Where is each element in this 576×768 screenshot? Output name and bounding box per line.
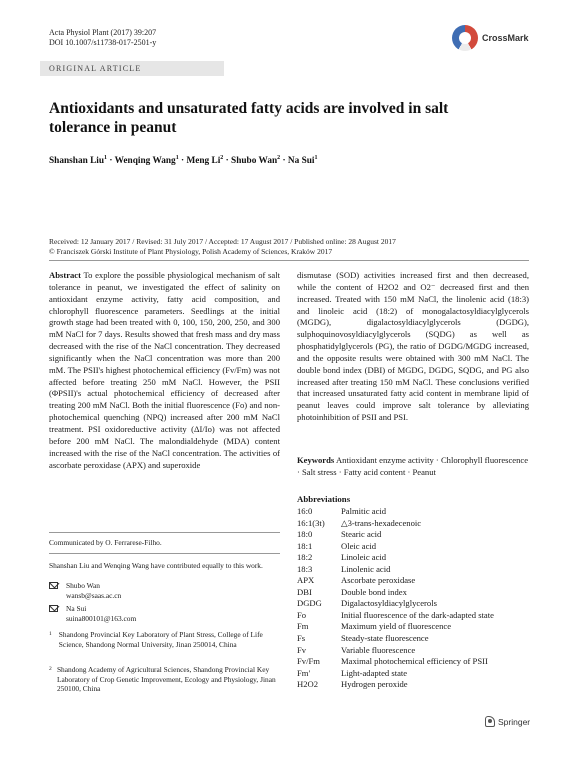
abbreviation-definition: Palmitic acid: [341, 506, 387, 516]
author-name[interactable]: Na Sui: [287, 156, 315, 167]
abbreviation-term: Fv/Fm: [297, 656, 320, 667]
correspondence-item: [49, 604, 136, 623]
abbreviation-term: Fs: [297, 633, 306, 644]
abbreviation-row: [297, 645, 529, 657]
copyright-line: © Franciszek Górski Institute of Plant Physiology, Polish Academy of Sciences, Kraków 2017: [49, 247, 333, 256]
abbreviation-term: 18:3: [297, 563, 313, 574]
abstract-text-part1: To explore the possible physiological mechanism of salt tolerance in peanut, we investigated the effect of salinity on antioxidant enzyme activity, fatty acid composition, and chlorophyll fluorescence parameters. Seedlings at the initial growth stage had been treated with 0, 100, 150, 200, 250, and 300 mM NaCl for 7 days. Results showed that fresh mass and dry mass decreased with the rise of the NaCl concentration. They decreased significantly when the NaCl concentration was more than 200 mM. The PSII's highest photochemical efficiency (Fv/Fm) was not affected before treating 250 mM NaCl. However, the PSII (ΦPSII)'s actual photochemical efficiency of decreased after treating 200 mM NaCl. Both the initial fluorescence (Fo) and non-photochemical quenching (NPQ) increased after 200 mM NaCl treatment. PSI oxidoreductive activity (ΔI/Io) was not affected before 200 mM NaCl. The malondialdehyde (MDA) content increased with the rise of the NaCl concentration. The activities of ascorbate peroxidase (APX) and superoxide: [49, 270, 280, 470]
abbreviation-row: [297, 541, 529, 553]
header-divider: [49, 260, 529, 261]
abbreviation-definition: △3-trans-hexadecenoic: [341, 517, 422, 528]
abbreviation-term: APX: [297, 575, 315, 586]
abbreviation-row: [297, 633, 529, 645]
abbreviation-definition: Oleic acid: [341, 540, 377, 551]
abbreviation-definition: Hydrogen peroxide: [341, 679, 408, 690]
abbreviation-definition: Initial fluorescence of the dark-adapted state: [341, 609, 494, 620]
abbreviations-heading: Abbreviations: [297, 494, 351, 504]
author-name[interactable]: Shubo Wan: [231, 156, 278, 167]
abbreviation-definition: Linoleic acid: [341, 552, 387, 563]
abstract-text-part2: dismutase (SOD) activities increased first and then decreased, while the content of H2O2 and O2⁻ decreased first and then increased. Treated with 150 mM NaCl, the linolenic acid (18:3) and linoleic acid (18:2) of monogalactosyldiacylglycerols (MGDG), digalactosyldiacylglycerols (DGDG), sulphoquinovosyldiacylglycerols (SQDG) as well as phosphatidylglycerols (PG), the ratio of DGDG/MGDG increased, and the opposite results were obtained with 300 mM NaCl. The double bond index (DBI) of MGDG, DGDG, SQDG, and PG also increased after treating 150 mM NaCl. These conclusions verified that increased unsaturated fatty acid content in membrane lipid of peanut leaves could improve salt tolerance by alleviating photoinhibition of PSII and PSI.: [297, 270, 529, 423]
correspondent-email[interactable]: suina800101@163.com: [66, 613, 137, 623]
abbreviation-definition: Digalactosyldiacylglycerols: [341, 598, 437, 609]
keywords-heading: Keywords: [297, 455, 335, 465]
affiliation-number: 1: [49, 631, 52, 637]
abbreviation-row: [297, 529, 529, 541]
email-envelope-icon: [49, 582, 58, 589]
abbreviation-term: 16:1(3t): [297, 517, 325, 528]
correspondent-email[interactable]: wansb@saas.ac.cn: [66, 590, 122, 600]
communicated-by: Communicated by O. Ferrarese-Filho.: [49, 538, 162, 547]
correspondence-item: [49, 581, 121, 600]
affiliation-item: [49, 665, 280, 694]
author-list: Shanshan Liu$^1$ · Wenqing Wang$^1$ · Meng $Li^2$ · Shubo Wan$^2$ · Na Sui$^1$: [49, 155, 318, 167]
abbreviation-definition: Ascorbate peroxidase: [341, 575, 416, 586]
abbreviation-term: Fv: [297, 644, 307, 655]
abstract-right-column: [297, 270, 529, 424]
abstract-left-column: [49, 270, 280, 471]
abbreviation-term: Fo: [297, 609, 307, 620]
abbreviation-row: [297, 656, 529, 668]
correspondent-name: Shubo Wan: [66, 581, 100, 590]
abbreviation-definition: Variable fluorescence: [341, 644, 416, 655]
journal-citation: [49, 28, 156, 48]
footnote-divider: [49, 553, 280, 554]
abbreviation-definition: Light-adapted state: [341, 667, 408, 678]
journal-name: Acta Physiol Plant (2017) 39:207: [49, 28, 157, 37]
affiliation-number: 2: [49, 666, 52, 672]
affiliation-text: Shandong Provincial Key Laboratory of Plant Stress, College of Life Science, Shandong Normal University, Jinan 250014, China: [58, 630, 263, 649]
abbreviation-definition: Maximal photochemical efficiency of PSII: [341, 656, 488, 667]
abbreviation-term: DGDG: [297, 598, 322, 609]
abbreviation-term: 18:2: [297, 552, 313, 563]
abbreviation-term: 18:0: [297, 529, 313, 540]
abbreviation-term: 18:1: [297, 540, 313, 551]
abbreviation-row: [297, 679, 529, 691]
crossmark-icon: [452, 25, 478, 51]
abbreviation-row: [297, 564, 529, 576]
affiliation-text: Shandong Academy of Agricultural Sciences, Shandong Provincial Key Laboratory of Crop Genetic Improvement, Ecology and Physiology, Jinan 250100, China: [56, 665, 276, 694]
keywords-block: [297, 455, 529, 479]
abbreviation-row: [297, 598, 529, 610]
publisher-logo: [485, 716, 530, 727]
email-envelope-icon: [49, 605, 58, 612]
abbreviation-row: [297, 621, 529, 633]
crossmark-badge[interactable]: [452, 25, 529, 51]
abbreviation-row: [297, 610, 529, 622]
article-type-banner: ORIGINAL ARTICLE: [40, 61, 224, 76]
abbreviation-row: [297, 587, 529, 599]
keywords-list: Antioxidant enzyme activity · Chlorophyll fluorescence · Salt stress · Fatty acid content · Peanut: [297, 455, 529, 477]
author-name[interactable]: Wenqing Wang: [114, 156, 176, 167]
abbreviation-definition: Double bond index: [341, 586, 407, 597]
abbreviation-definition: Steady-state fluorescence: [341, 633, 429, 644]
history-dates: Received: 12 January 2017 / Revised: 31 July 2017 / Accepted: 17 August 2017 / Published online: 28 August 2017: [49, 237, 396, 246]
author-name[interactable]: Meng Li: [186, 156, 221, 167]
abstract-heading: Abstract: [49, 270, 81, 280]
article-title: Antioxidants and unsaturated fatty acids are involved in salt tolerance in peanut: [49, 100, 449, 136]
contribution-note: Shanshan Liu and Wenqing Wang have contributed equally to this work.: [49, 561, 263, 570]
correspondent-name: Na Sui: [66, 604, 87, 613]
abbreviations-table: [297, 506, 529, 691]
abbreviation-term: Fm′: [297, 667, 311, 678]
abbreviation-definition: Linolenic acid: [341, 563, 391, 574]
abbreviation-definition: Stearic acid: [341, 529, 382, 540]
footnote-divider: [49, 532, 280, 533]
abbreviation-term: H2O2: [297, 679, 319, 690]
doi[interactable]: DOI 10.1007/s11738-017-2501-y: [49, 38, 157, 47]
abbreviation-row: [297, 518, 529, 530]
affiliation-item: [49, 630, 280, 649]
abbreviation-row: [297, 552, 529, 564]
abbreviation-row: [297, 506, 529, 518]
springer-horse-icon: [485, 716, 495, 727]
author-name[interactable]: Shanshan Liu: [49, 156, 105, 167]
abbreviation-row: [297, 575, 529, 587]
publication-dates: [49, 237, 529, 257]
crossmark-label: CrossMark: [482, 33, 529, 43]
abbreviation-row: [297, 668, 529, 680]
abbreviation-term: 16:0: [297, 506, 313, 516]
abbreviation-term: DBI: [297, 586, 312, 597]
publisher-name: Springer: [498, 716, 531, 727]
abbreviation-definition: Maximum yield of fluorescence: [341, 621, 452, 632]
abbreviation-term: Fm: [297, 621, 309, 632]
